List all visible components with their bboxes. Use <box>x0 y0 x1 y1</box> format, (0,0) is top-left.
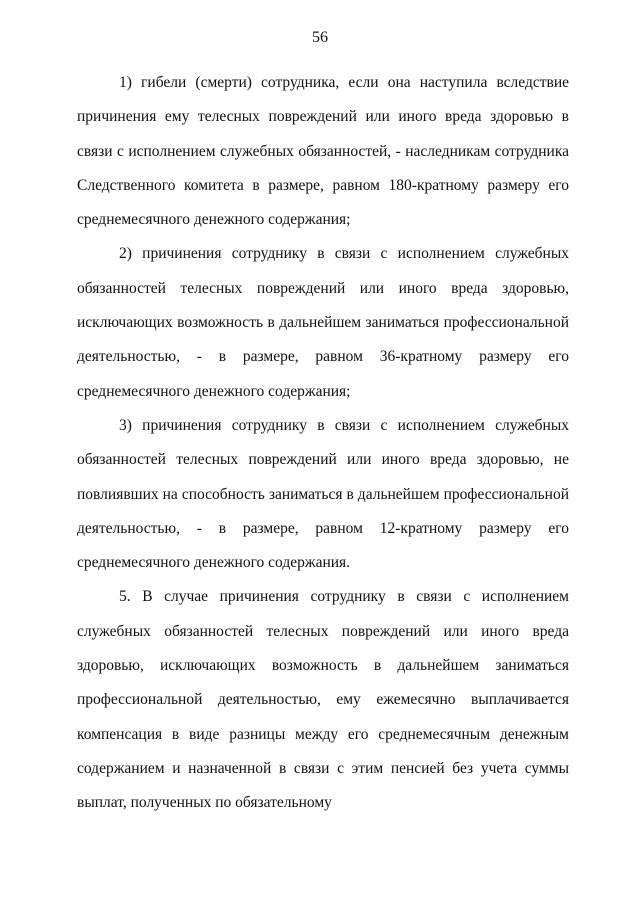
paragraph-item-2: 2) причинения сотруднику в связи с исполнением служебных обязанностей телесных повреждений или иного вреда здоровью, исключающих возможность в дальнейшем заниматься профессиональной деятельностью, - в размере, равном 36-кратному размеру его среднемесячного денежного содержания; <box>77 245 569 400</box>
document-body <box>77 66 569 821</box>
paragraph-section-5: 5. В случае причинения сотруднику в связи с исполнением служебных обязанностей телесных повреждений или иного вреда здоровью, исключающих возможность в дальнейшем заниматься профессиональной деятельностью, ему ежемесячно выплачивается компенсация в виде разницы между его среднемесячным денежным содержанием и назначенной в связи с этим пенсией без учета суммы выплат, полученных по обязательному <box>77 588 569 812</box>
paragraph-item-3: 3) причинения сотруднику в связи с исполнением служебных обязанностей телесных повреждений или иного вреда здоровью, не повлиявших на способность заниматься в дальнейшем профессиональной деятельностью, - в размере, равном 12-кратному размеру его среднемесячного денежного содержания. <box>77 416 569 572</box>
paragraph-item-1: 1) гибели (смерти) сотрудника, если она наступила вследствие причинения ему телесных повреждений или иного вреда здоровью в связи с исполнением служебных обязанностей, - наследникам сотрудника Следственного комитета в размере, равном 180-кратному размеру его среднемесячного денежного содержания; <box>77 74 569 229</box>
page-number: 56 <box>312 29 328 46</box>
